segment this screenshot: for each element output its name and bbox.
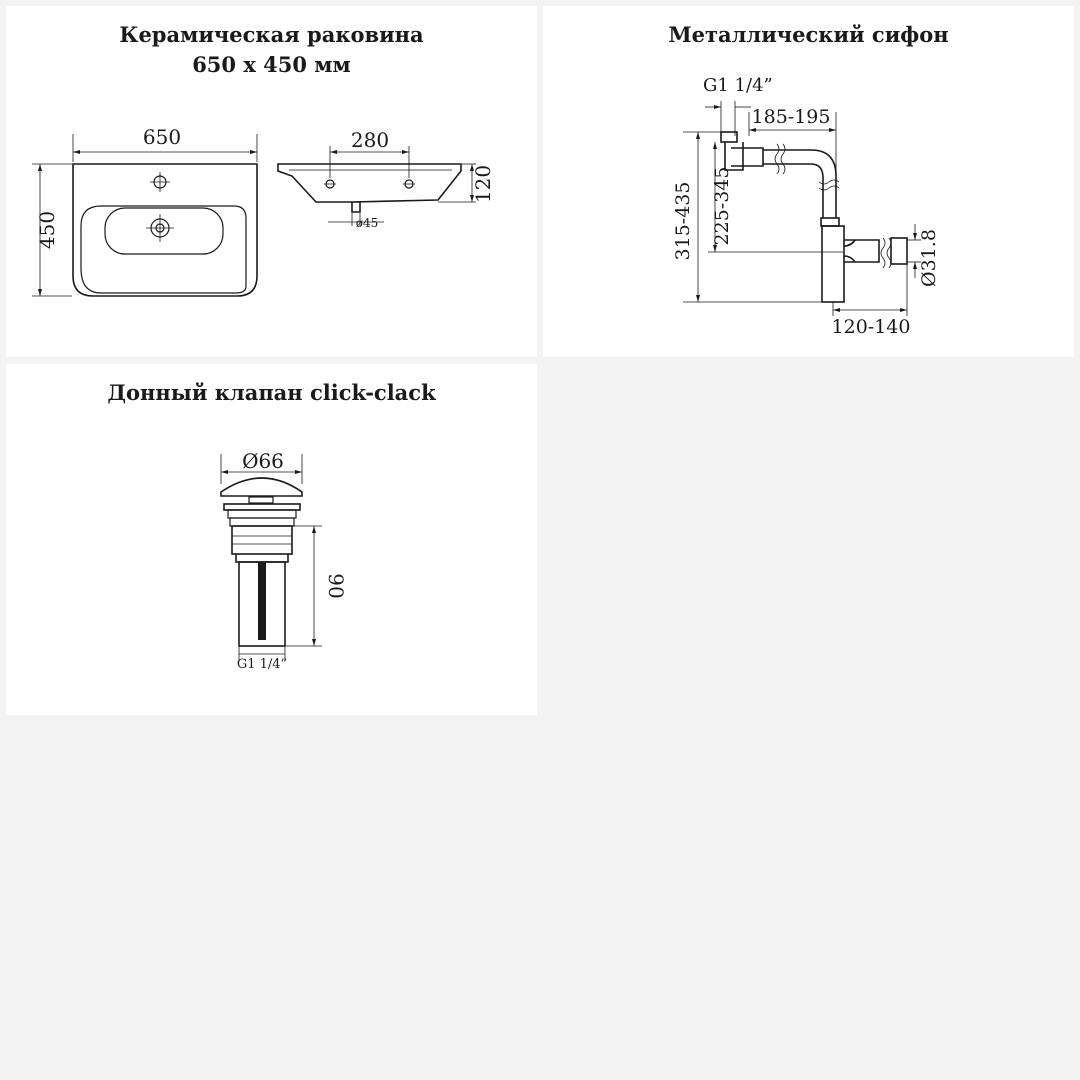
valve-thread-body <box>236 554 288 562</box>
valve-length-label: 90 <box>324 573 348 599</box>
sink-width-label: 650 <box>142 125 182 149</box>
siphon-offset-label: 120-140 <box>831 316 911 338</box>
siphon-inlet-cap <box>721 132 737 142</box>
valve-thread-label: G1 1/4” <box>236 657 288 672</box>
siphon-total-height-label: 315-435 <box>672 181 694 261</box>
sink-drawing <box>6 6 537 357</box>
siphon-title-text: Металлический сифон <box>668 22 949 47</box>
siphon-reach-label: 185-195 <box>751 106 831 128</box>
siphon-bottle <box>822 226 844 302</box>
valve-cap <box>221 478 302 496</box>
siphon-outlet-pipe <box>844 240 879 262</box>
siphon-panel <box>543 6 1074 357</box>
valve-panel <box>6 364 537 715</box>
siphon-thread-label: G1 1/4” <box>703 75 773 96</box>
sink-height-label: 120 <box>471 164 495 204</box>
sink-panel <box>6 6 537 357</box>
valve-stem <box>258 562 266 640</box>
siphon-wall-flange <box>891 238 907 264</box>
holes-spacing-label: 280 <box>350 128 390 152</box>
siphon-outlet-diameter-label: Ø31.8 <box>918 229 940 287</box>
sink-bowl-recess <box>105 208 223 254</box>
valve-drawing <box>6 364 537 715</box>
sink-subtitle-text: 650 x 450 мм <box>192 52 351 77</box>
drain-diameter-label: ø45 <box>355 216 379 230</box>
valve-cap-diameter-label: Ø66 <box>242 449 284 473</box>
siphon-outlet-height-label: 225-345 <box>711 166 733 246</box>
valve-body <box>232 526 292 554</box>
sink-depth-label: 450 <box>35 210 59 250</box>
valve-title-text: Донный клапан click-clack <box>107 380 436 405</box>
siphon-nut <box>821 218 839 226</box>
sink-top-view-outline <box>73 164 257 296</box>
valve-flange <box>224 504 300 510</box>
siphon-drawing <box>543 6 1074 357</box>
sink-side-view-outline <box>278 164 461 212</box>
sink-title-text: Керамическая раковина <box>119 22 424 47</box>
